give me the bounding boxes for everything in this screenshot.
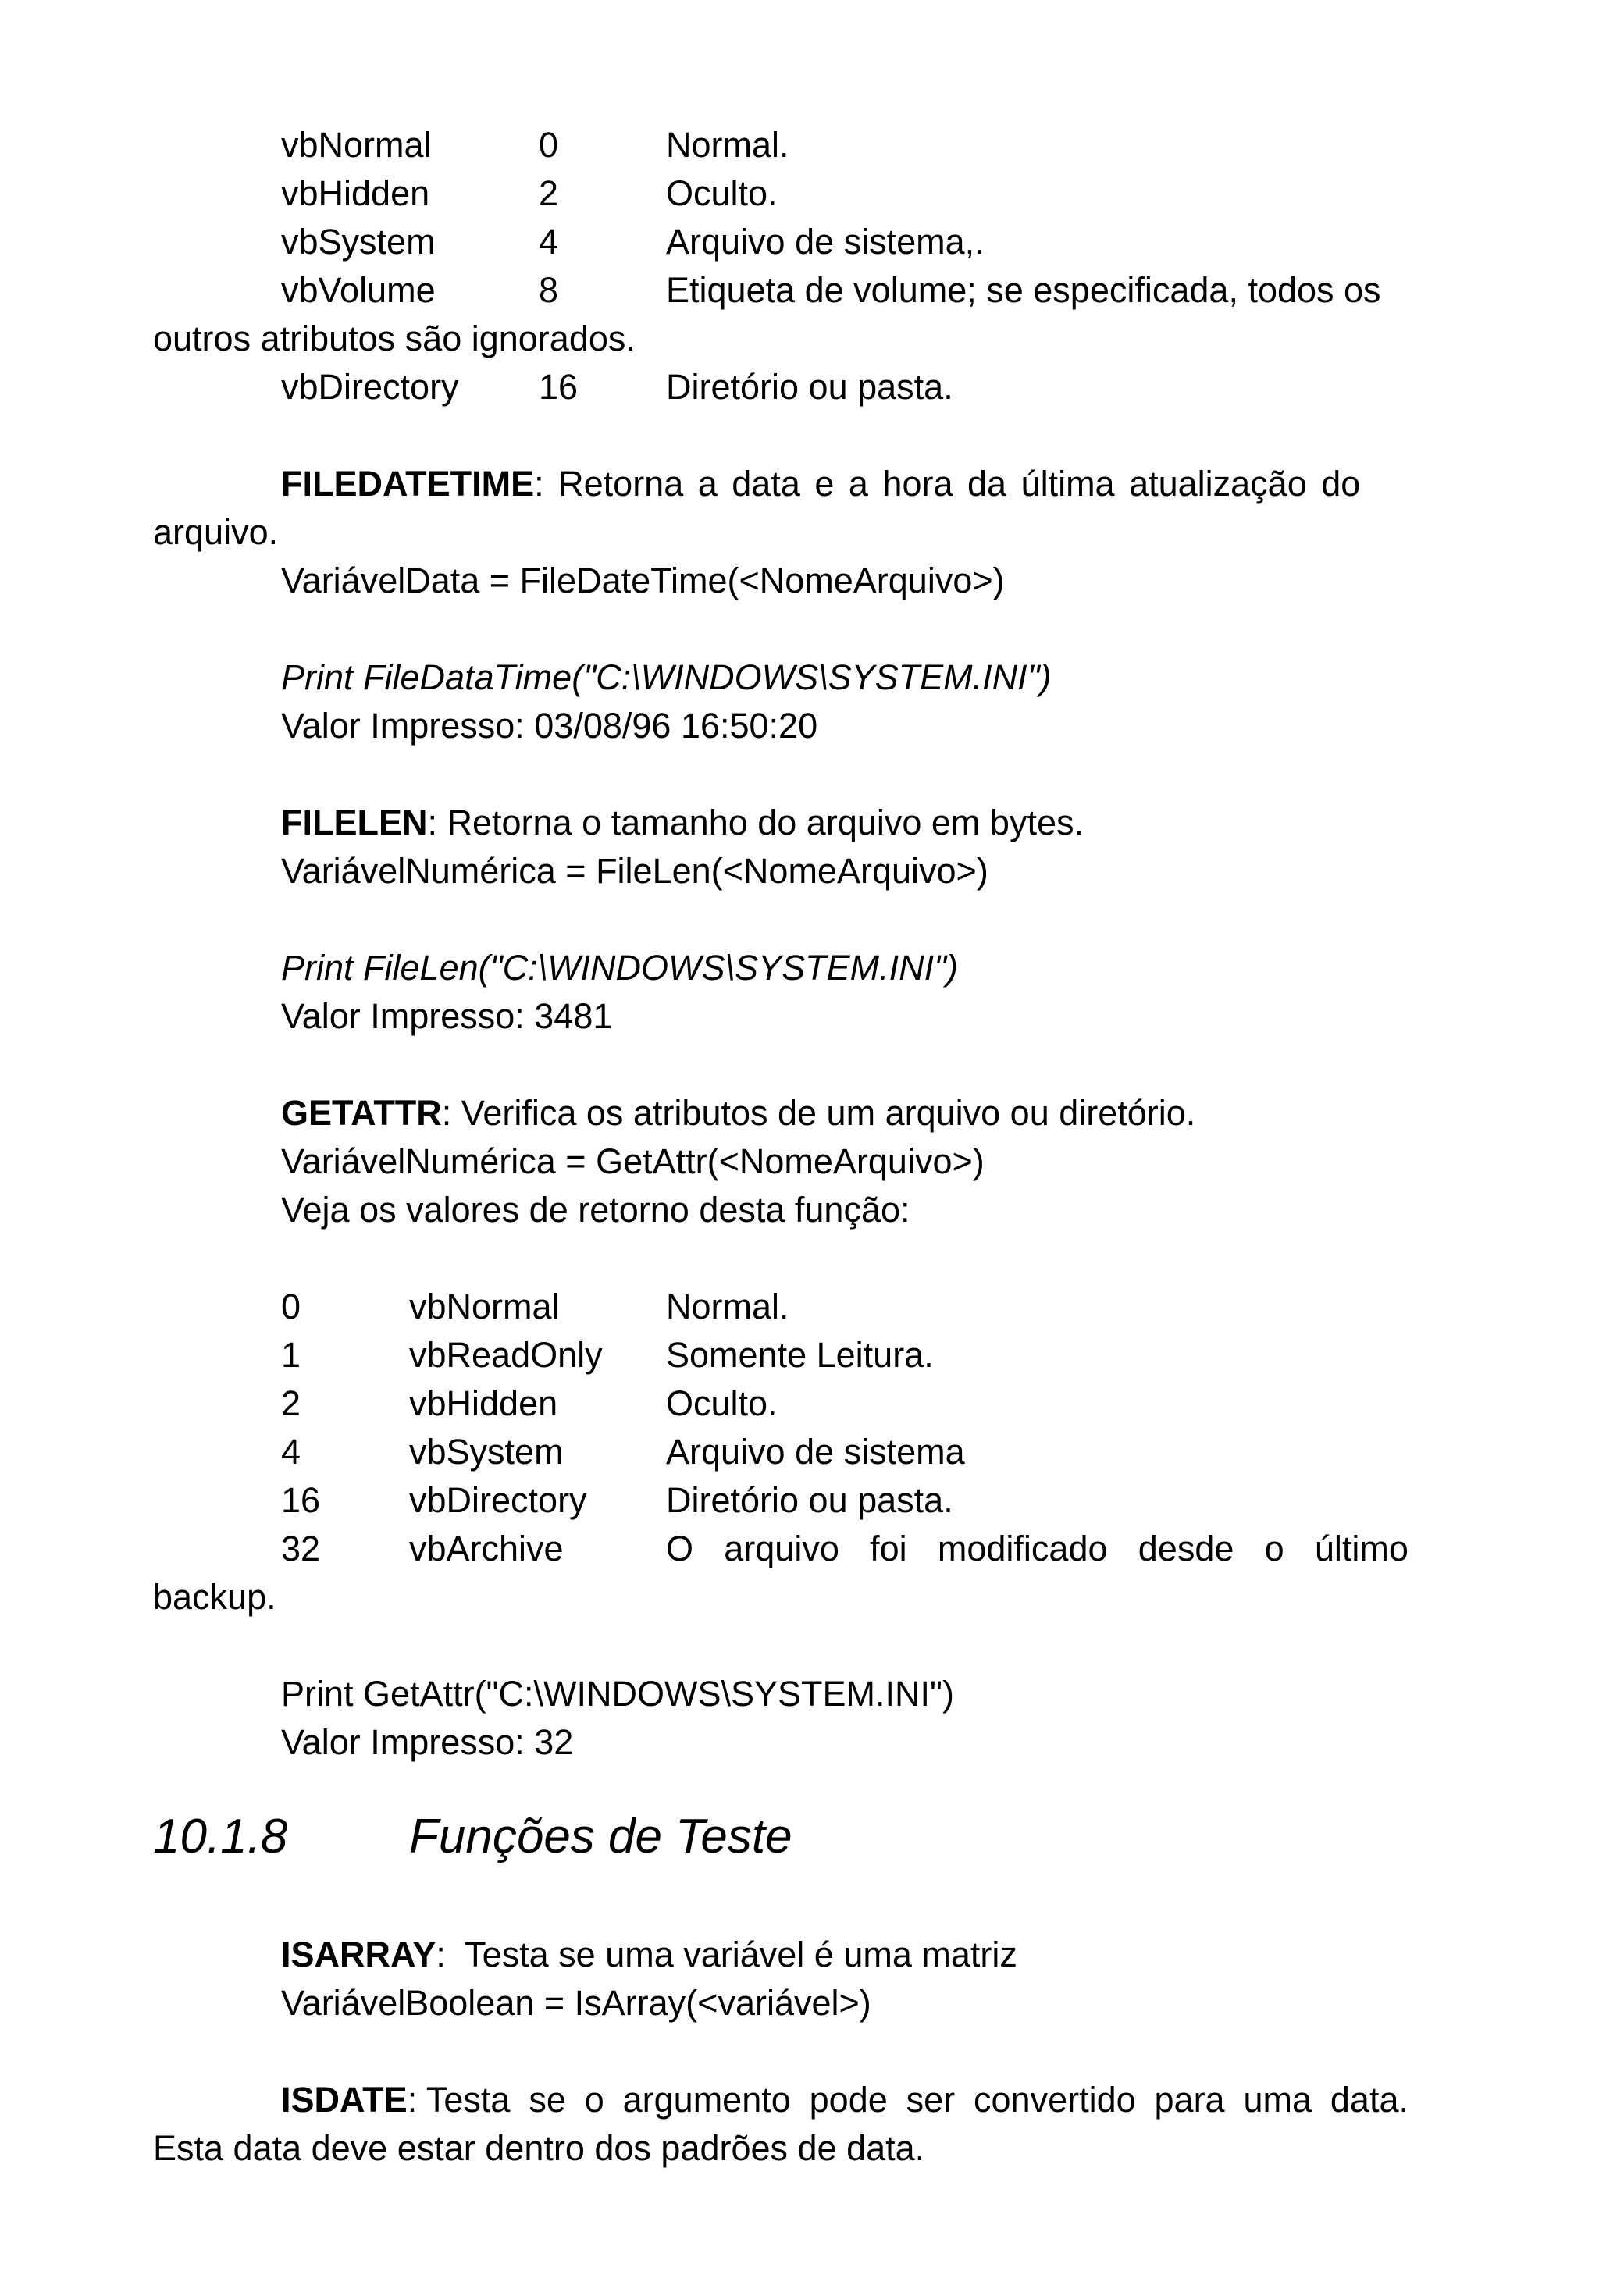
attr2-desc-5-word: último [1314,1529,1408,1568]
attr1-desc-4: Diretório ou pasta. [666,367,953,407]
filedatetime-syntax: VariávelData = FileDateTime(<NomeArquivo>) [281,561,1005,600]
attr2-desc-5-word: O [666,1529,694,1568]
attr2-value-3: 4 [281,1432,301,1472]
getattr-result: Valor Impresso: 32 [281,1722,574,1762]
attr2-desc-3: Arquivo de sistema [666,1432,965,1472]
attr2-name-vbreadonly: vbReadOnly [409,1335,603,1375]
attr1-name-vbdirectory: vbDirectory [281,367,459,407]
isdate-paragraph [281,2080,1408,2120]
isdate-desc-word: o [584,2080,604,2120]
filedatetime-keyword: FILEDATETIME [281,464,535,504]
isarray-desc: : Testa se uma variável é uma matriz [436,1935,1017,1974]
attr2-value-2: 2 [281,1383,301,1423]
attr2-desc-5-word: arquivo [724,1529,839,1568]
attr2-value-0: 0 [281,1287,301,1326]
attr1-desc-3-continued: outros atributos são ignorados. [153,319,636,358]
filedatetime-desc-continued: arquivo. [153,512,279,552]
isarray-paragraph [281,1937,1017,1972]
section-number: 10.1.8 [153,1810,288,1863]
attr2-desc-5-word: desde [1138,1529,1234,1568]
filelen-paragraph [281,805,1084,840]
attr1-value-1: 2 [539,173,559,213]
getattr-example: Print GetAttr("C:\WINDOWS\SYSTEM.INI") [281,1674,954,1714]
isdate-desc-word: uma [1243,2080,1312,2120]
attr1-name-vbvolume: vbVolume [281,270,436,310]
attr1-value-3: 8 [539,270,559,310]
isdate-desc-word: ser [906,2080,956,2120]
isdate-desc-continued: Esta data deve estar dentro dos padrões de data. [153,2128,925,2168]
attr2-name-vbarchive: vbArchive [409,1529,564,1568]
attr1-value-4: 16 [539,367,579,407]
attr2-desc-5-word: o [1264,1529,1284,1568]
attr1-name-vbsystem: vbSystem [281,222,436,262]
isdate-desc-word: pode [809,2080,888,2120]
filelen-result: Valor Impresso: 3481 [281,996,613,1036]
attr2-value-1: 1 [281,1335,301,1375]
filedatetime-paragraph [281,464,1408,504]
attr2-desc-5-word: foi [870,1529,907,1568]
attr2-name-vbhidden: vbHidden [409,1383,558,1423]
filelen-syntax: VariávelNumérica = FileLen(<NomeArquivo>) [281,851,988,891]
attr2-desc-4: Diretório ou pasta. [666,1480,953,1520]
isdate-desc-word: se [529,2080,566,2120]
attr2-name-vbdirectory: vbDirectory [409,1480,587,1520]
getattr-desc: : Verifica os atributos de um arquivo ou diretório. [441,1093,1196,1133]
isarray-syntax: VariávelBoolean = IsArray(<variável>) [281,1983,871,2023]
attr2-value-4: 16 [281,1480,321,1520]
attr1-desc-2: Arquivo de sistema,. [666,222,985,262]
isdate-desc-word: data. [1330,2080,1408,2120]
filelen-desc: : Retorna o tamanho do arquivo em bytes. [427,803,1084,842]
isdate-desc-word: : Testa [407,2080,511,2120]
isdate-desc-word: argumento [622,2080,791,2120]
getattr-syntax: VariávelNumérica = GetAttr(<NomeArquivo>) [281,1141,985,1181]
isdate-keyword: ISDATE [281,2080,408,2120]
attr1-name-vbhidden: vbHidden [281,173,430,213]
attr1-value-2: 4 [539,222,559,262]
attr1-value-0: 0 [539,125,559,165]
filedatetime-example: Print FileDataTime("C:\WINDOWS\SYSTEM.INI") [281,657,1052,697]
attr2-desc-5 [666,1531,1408,1566]
attr2-name-vbsystem: vbSystem [409,1432,564,1472]
isdate-desc-word: convertido [974,2080,1136,2120]
filelen-example: Print FileLen("C:\WINDOWS\SYSTEM.INI") [281,948,959,988]
attr2-desc-1: Somente Leitura. [666,1335,934,1375]
attr1-desc-0: Normal. [666,125,789,165]
attr2-desc-2: Oculto. [666,1383,778,1423]
filedatetime-desc: : Retorna a data e a hora da última atualização do [534,464,1361,504]
filedatetime-result: Valor Impresso: 03/08/96 16:50:20 [281,706,818,746]
isdate-first-word [281,2080,511,2120]
attr2-name-vbnormal: vbNormal [409,1287,560,1326]
attr2-value-5: 32 [281,1529,321,1568]
filelen-keyword: FILELEN [281,803,428,842]
getattr-paragraph [281,1093,1196,1133]
getattr-intro: Veja os valores de retorno desta função: [281,1190,910,1230]
attr2-desc-5-word: modificado [937,1529,1108,1568]
attr1-desc-3: Etiqueta de volume; se especificada, todos os [666,270,1381,310]
attr1-desc-1: Oculto. [666,173,778,213]
isdate-desc-word: para [1154,2080,1225,2120]
getattr-keyword: GETATTR [281,1093,442,1133]
section-title: Funções de Teste [409,1810,792,1863]
attr1-name-vbnormal: vbNormal [281,125,432,165]
attr2-desc-0: Normal. [666,1287,789,1326]
isarray-keyword: ISARRAY [281,1935,436,1974]
attr2-desc-5-continued: backup. [153,1577,276,1617]
